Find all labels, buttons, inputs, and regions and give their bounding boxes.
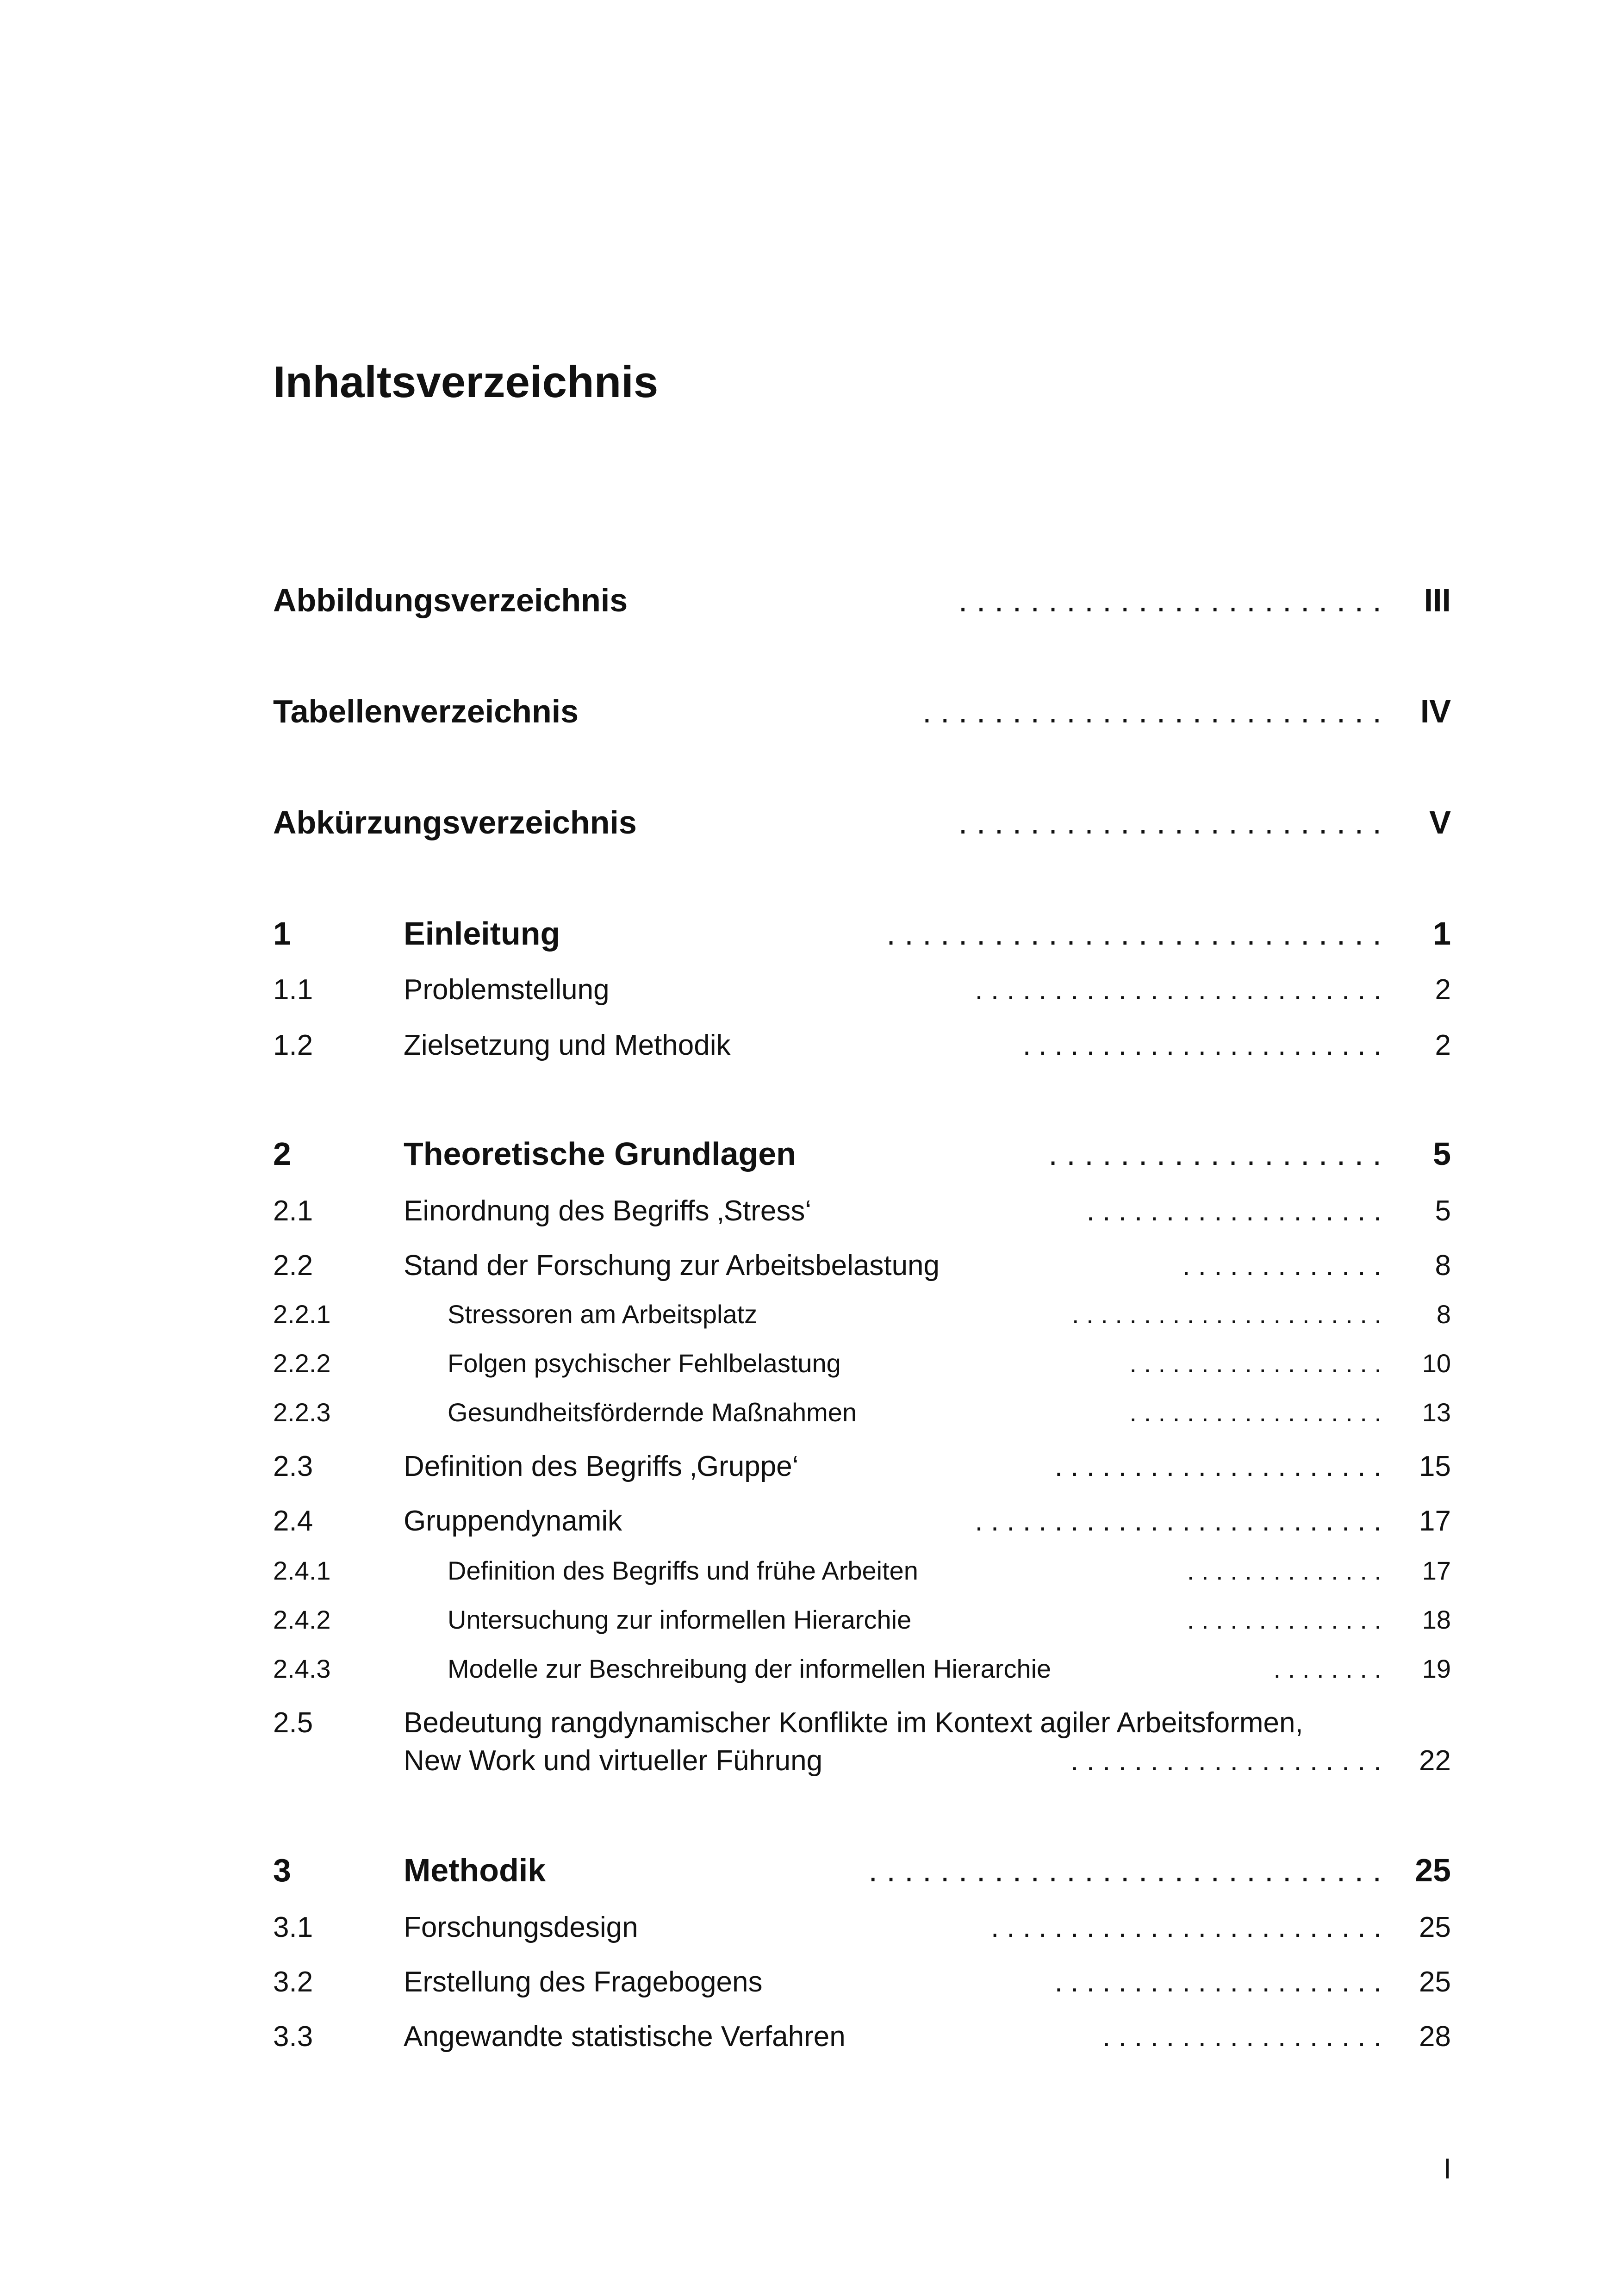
toc-entry-2-4-1[interactable]	[273, 1537, 1451, 1584]
toc-entry-2-2-2[interactable]	[273, 1330, 1451, 1376]
toc-entry-title: Stand der Forschung zur Arbeitsbelastung	[404, 1250, 940, 1282]
toc-entry-page: 5	[1435, 1195, 1451, 1227]
toc-entry-title: Theoretische Grundlagen	[404, 1136, 796, 1172]
toc-entry-title: Gruppendynamik	[404, 1505, 622, 1537]
toc-leader-dots: . . . . . . . . . . . . . . . . . . . . . . . . . .	[975, 974, 1382, 1006]
toc-entry-number: 2.5	[273, 1707, 313, 1739]
toc-leader-dots: . . . . . . . . . . . . . . . . . . . . .	[1054, 1966, 1382, 1998]
toc-entry-page: 13	[1422, 1398, 1451, 1427]
toc-entry-2-3[interactable]	[273, 1435, 1451, 1481]
toc-entry-page: IV	[1420, 693, 1451, 729]
toc-entry-number: 1	[273, 915, 291, 952]
toc-entry-page: 25	[1419, 1966, 1451, 1998]
toc-entry-2-4-3[interactable]	[273, 1636, 1451, 1682]
toc-entry-page: 15	[1419, 1450, 1451, 1482]
toc-entry-2-1[interactable]	[273, 1179, 1451, 1226]
toc-leader-dots: . . . . . . . . . . . . . . . . . . . . . . . . . .	[975, 1505, 1382, 1537]
toc-entry-title: Definition des Begriffs ‚Gruppe‘	[404, 1450, 799, 1482]
toc-entry-title: Abbildungsverzeichnis	[273, 582, 628, 618]
toc-entry-1-2[interactable]	[273, 1014, 1451, 1060]
toc-entry-number: 2.1	[273, 1195, 313, 1227]
toc-entry-number: 3.2	[273, 1966, 313, 1998]
toc-entry-3-1[interactable]	[273, 1896, 1451, 1942]
toc-entry-page: 25	[1419, 1911, 1451, 1943]
toc-leader-dots: . . . . . . . . . . . . . . . . . . . . . . .	[1022, 1029, 1382, 1061]
toc-entry-abbildungsverzeichnis[interactable]	[273, 570, 1451, 616]
toc-entry-number: 1.1	[273, 974, 313, 1006]
toc-leader-dots: . . . . . . . . . . . . . . . . . .	[1129, 1398, 1382, 1427]
toc-entry-page: 17	[1422, 1556, 1451, 1585]
toc-entry-3[interactable]	[273, 1840, 1451, 1886]
page-number: I	[1443, 2153, 1451, 2185]
toc-entry-title: Forschungsdesign	[404, 1911, 638, 1943]
toc-leader-dots: . . . . . . . . . . . . . . . . . . . . .	[1054, 1450, 1382, 1482]
toc-leader-dots: . . . . . . . . . . . . . . . . . . . . . . . .	[958, 804, 1382, 840]
toc-entry-number: 2.4.3	[273, 1654, 331, 1683]
toc-entry-title: Stressoren am Arbeitsplatz	[448, 1300, 758, 1329]
toc-entry-3-2[interactable]	[273, 1950, 1451, 1997]
toc-leader-dots: . . . . . . . . . . . . . .	[1187, 1605, 1382, 1634]
toc-entry-page: 5	[1433, 1136, 1451, 1172]
toc-entry-abkuerzungsverzeichnis[interactable]	[273, 792, 1451, 839]
toc-leader-dots: . . . . . . . . . . . . . . . . . . . . . .	[1071, 1300, 1382, 1329]
toc-entry-title: Einleitung	[404, 915, 560, 952]
toc-entry-tabellenverzeichnis[interactable]	[273, 681, 1451, 728]
toc-leader-dots: . . . . . . . .	[1273, 1654, 1382, 1683]
toc-entry-number: 3.1	[273, 1911, 313, 1943]
toc-entry-number: 1.2	[273, 1029, 313, 1061]
toc-entry-title: Problemstellung	[404, 974, 610, 1006]
toc-entry-page: 22	[1419, 1745, 1451, 1777]
toc-leader-dots: . . . . . . . . . . . . . . . . . .	[1102, 2021, 1382, 2053]
toc-entry-title: Abkürzungsverzeichnis	[273, 804, 637, 840]
toc-entry-1[interactable]	[273, 903, 1451, 950]
toc-entry-number: 2.2.3	[273, 1398, 331, 1427]
toc-entry-number: 3	[273, 1852, 291, 1888]
toc-entry-title: Untersuchung zur informellen Hierarchie	[448, 1605, 912, 1634]
toc-entry-page: 25	[1415, 1852, 1451, 1888]
toc-entry-2-4-2[interactable]	[273, 1587, 1451, 1633]
toc-entry-2-5-continued[interactable]	[273, 1729, 1451, 1775]
toc-leader-dots: . . . . . . . . . . . . . . . . . . . . . . . . .	[990, 1911, 1382, 1943]
toc-entry-2[interactable]	[273, 1124, 1451, 1170]
toc-entry-page: 8	[1436, 1300, 1451, 1329]
toc-entry-2-2[interactable]	[273, 1234, 1451, 1280]
toc-entry-number: 2.4.2	[273, 1605, 331, 1634]
toc-entry-title-line2: New Work und virtueller Führung	[404, 1745, 823, 1777]
toc-entry-title: Angewandte statistische Verfahren	[404, 2021, 846, 2053]
toc-leader-dots: . . . . . . . . . . . . . . . . . . . . . . . . . . . . .	[868, 1852, 1382, 1888]
toc-entry-page: 10	[1422, 1349, 1451, 1378]
toc-entry-title: Definition des Begriffs und frühe Arbeiten	[448, 1556, 918, 1585]
toc-entry-number: 2.4.1	[273, 1556, 331, 1585]
toc-leader-dots: . . . . . . . . . . . . . . . . . .	[1129, 1349, 1382, 1378]
toc-entry-number: 3.3	[273, 2021, 313, 2053]
toc-leader-dots: . . . . . . . . . . . . . . . . . . . . . . . . . .	[922, 693, 1382, 729]
toc-entry-title: Modelle zur Beschreibung der informellen Hierarchie	[448, 1654, 1052, 1683]
toc-entry-3-3[interactable]	[273, 2005, 1451, 2051]
toc-entry-page: 18	[1422, 1605, 1451, 1634]
toc-entry-page: 17	[1419, 1505, 1451, 1537]
toc-entry-title: Erstellung des Fragebogens	[404, 1966, 763, 1998]
toc-entry-title: Einordnung des Begriffs ‚Stress‘	[404, 1195, 812, 1227]
toc-entry-number: 2	[273, 1136, 291, 1172]
toc-leader-dots: . . . . . . . . . . . . . . . . . . . .	[1070, 1745, 1382, 1777]
toc-leader-dots: . . . . . . . . . . . . . .	[1187, 1556, 1382, 1585]
toc-leader-dots: . . . . . . . . . . . . . . . . . . . . . . . . . . . .	[886, 915, 1382, 952]
toc-entry-number: 2.4	[273, 1505, 313, 1537]
toc-leader-dots: . . . . . . . . . . . . . . . . . . .	[1048, 1136, 1382, 1172]
toc-entry-2-4[interactable]	[273, 1489, 1451, 1536]
toc-entry-page: III	[1424, 582, 1451, 618]
toc-entry-number: 2.2.1	[273, 1300, 331, 1329]
toc-entry-title: Folgen psychischer Fehlbelastung	[448, 1349, 841, 1378]
toc-entry-2-2-1[interactable]	[273, 1281, 1451, 1327]
toc-entry-title: Zielsetzung und Methodik	[404, 1029, 731, 1061]
toc-leader-dots: . . . . . . . . . . . . . . . . . . . . . . . .	[958, 582, 1382, 618]
toc-leader-dots: . . . . . . . . . . . . . . . . . . .	[1086, 1195, 1382, 1227]
toc-entry-2-2-3[interactable]	[273, 1379, 1451, 1425]
toc-entry-page: 2	[1435, 1029, 1451, 1061]
toc-entry-number: 2.2	[273, 1250, 313, 1282]
toc-entry-page: 1	[1433, 915, 1451, 952]
toc-entry-title: Tabellenverzeichnis	[273, 693, 579, 729]
toc-entry-page: V	[1429, 804, 1451, 840]
toc-entry-page: 2	[1435, 974, 1451, 1006]
toc-entry-number: 2.2.2	[273, 1349, 331, 1378]
toc-entry-title: Gesundheitsfördernde Maßnahmen	[448, 1398, 857, 1427]
toc-entry-1-1[interactable]	[273, 958, 1451, 1004]
toc-entry-page: 28	[1419, 2021, 1451, 2053]
toc-entry-title-line1: Bedeutung rangdynamischer Konflikte im Kontext agiler Arbeitsformen,	[404, 1707, 1303, 1739]
toc-entry-number: 2.3	[273, 1450, 313, 1482]
toc-entry-page: 19	[1422, 1654, 1451, 1683]
toc-entry-page: 8	[1435, 1250, 1451, 1282]
toc-entry-title: Methodik	[404, 1852, 546, 1888]
toc-leader-dots: . . . . . . . . . . . . .	[1182, 1250, 1382, 1282]
page-title: Inhaltsverzeichnis	[273, 357, 659, 407]
